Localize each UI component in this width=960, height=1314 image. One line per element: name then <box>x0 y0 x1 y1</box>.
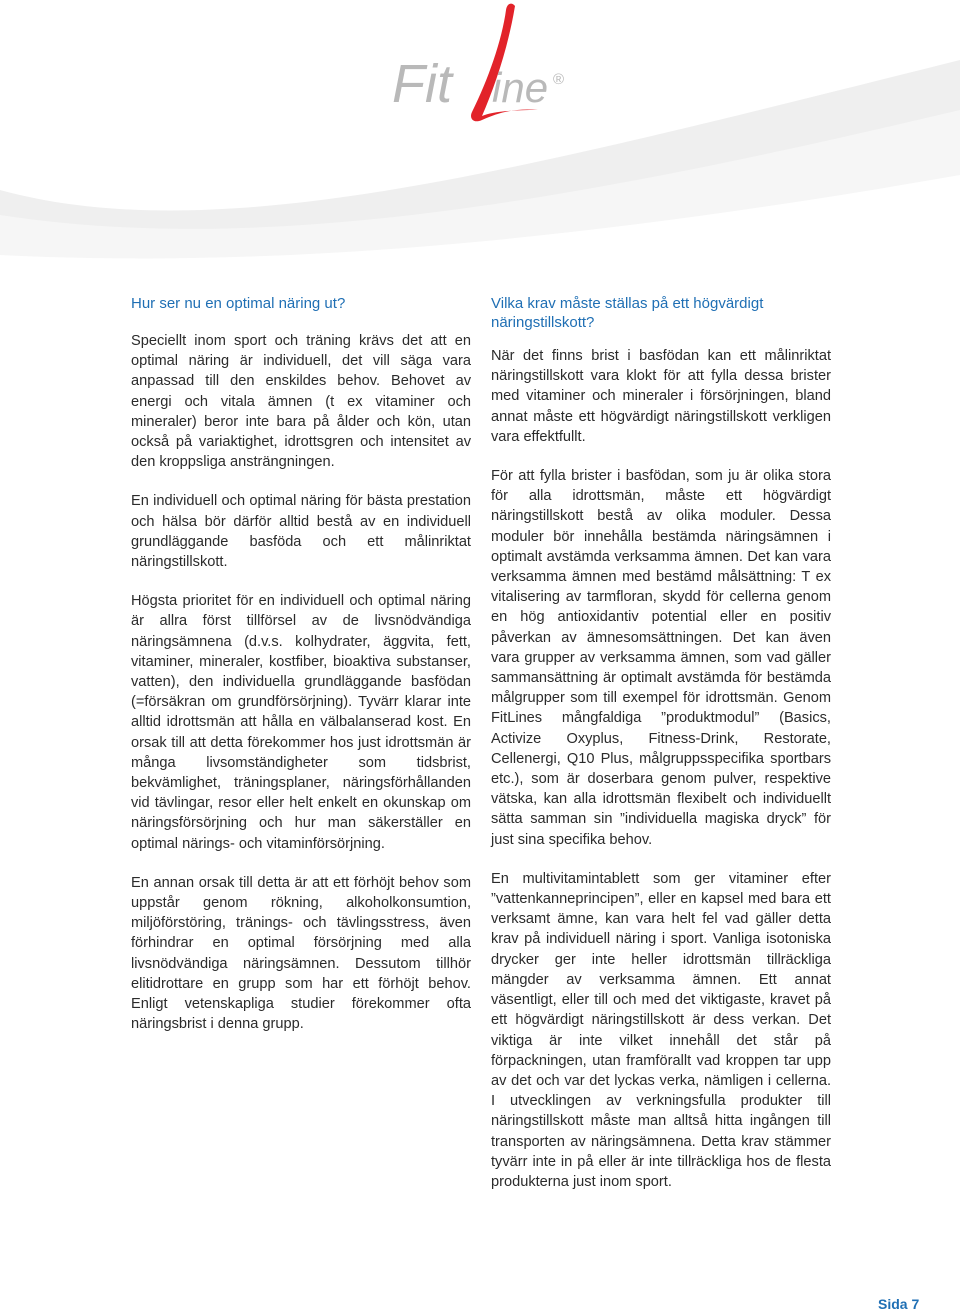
logo-text-fit: Fit <box>392 54 452 114</box>
left-paragraph-3: Högsta prioritet för en individuell och optimal näring är allra först tillförsel av de livsnödvändiga näringsämnena (d.v.s. kolhydrater, äggvita, fett, vitaminer, mineraler, kostfiber, bioaktiva substanser, vatten), den individuella grundläggande basfödan (=försäkran om grundförsörjning). Tyvärr klarar inte alltid idrottsmän att hålla en välbalanserad kost. En orsak till att detta förekommer hos just idrottsmän är många livsomständigheter som tidsbrist, bekvämlighet, träningsplaner, näringsförhållanden vid tävlingar, resor eller helt enkelt en okunskap om näringsförsörjning och hur man säkerställer en optimal närings- och vitaminförsörjning. <box>131 593 471 852</box>
logo-registered-mark: ® <box>553 71 565 88</box>
left-paragraph-2: En individuell och optimal näring för bästa prestation och hälsa bör därför alltid bestå av en individuell grundläggande basföda och ett målinriktat näringstillskott. <box>131 493 471 571</box>
right-paragraph-3: En multivitamintablett som ger vitaminer efter ”vattenkanneprincipen”, eller en kapsel med bara ett verksamt ämne, kan vara helt fel vad gäller detta krav på individuell näring i sport. Vanliga isotoniska drycker ger inte heller idrottsmän tillräckliga mängder av verksamma ämnen. Ett annat väsentligt, eller till och med det viktigaste, kravet på ett högvärdigt näringstillskott är dess verkan. Det viktiga är inte vilket innehåll det står på förpackningen, utan framförallt vad kroppen tar upp av det och var det lyckas verka, nämligen i cellerna. I utvecklingen av verkningsfulla produkter till näringstillskott måste man alltså hitta ingången till transporten av näringsämnena. Detta krav stämmer tyvärr inte in på eller är inte tillräckliga hos de flesta produkterna just inom sport. <box>491 870 831 1190</box>
page-number: Sida 7 <box>878 1296 920 1312</box>
right-paragraph-1: När det finns brist i basfödan kan ett målinriktat näringstillskott vara klokt för att fylla dessa brister med vitaminer och mineraler i försörjningen, bland annat måste ett högvärdigt näringstillskott verkligen vara effektfullt. <box>491 348 831 445</box>
left-column <box>131 294 471 1054</box>
right-heading: Vilka krav måste ställas på ett högvärdigt näringstillskott? <box>491 295 764 331</box>
logo-text-ine: ine <box>492 64 549 111</box>
left-heading: Hur ser nu en optimal näring ut? <box>131 295 346 312</box>
right-paragraph-2: För att fylla brister i basfödan, som ju är olika stora för alla idrottsmän, måste ett högvärdigt näringstillskott bestå av olika moduler. Dessa moduler bör innehålla bestämda näringsämnen i optimalt avstämda verksamma ämnen. Det kan vara verksamma ämnen med bestämd målsättning: T ex vitalisering av tarmfloran, skydd för cellerna genom en hög antioxidantiv potential eller en positiv påverkan av ämnesomsättningen. Det kan även vara grupper av verksamma ämnen, som vad gäller sammansättning är optimalt avstämda för bestämda målgrupper som till exempel för idrottsmän. Genom FitLines mångfaldiga ”produktmodul” (Basics, Activize Oxyplus, Fitness-Drink, Restorate, Cellenergi, Q10 Plus, målgruppsspecifika sportbars etc.), som är doserbara genom pulver, respektive vätska, kan alla idrottsmän flexibelt och individuellt sätta samman sin ”individuella magiska dryck” för just sina specifika behov. <box>491 468 831 848</box>
fitline-logo <box>390 0 580 130</box>
right-column <box>491 294 831 1211</box>
left-paragraph-4: En annan orsak till detta är att ett förhöjt behov som uppstår genom rökning, alkoholkonsumtion, miljöförstöring, tränings- och tävlingsstress, även förhindrar en optimal försörjning med alla livsnödvändiga näringsämnen. Dessutom tillhör elitidrottare en grupp som har ett förhöjt behov. Enligt vetenskapliga studier förekommer ofta näringsbrist i denna grupp. <box>131 874 471 1033</box>
left-paragraph-1: Speciellt inom sport och träning krävs det att en optimal näring är individuell, det vill säga vara anpassad till den enskildes behov. Behovet av energi och vitala ämnen (t ex vitaminer och mineraler) beror inte bara på ålder och kön, utan också på variaktighet, idrottsgren och intensitet av den kroppsliga ansträngningen. <box>131 333 471 471</box>
